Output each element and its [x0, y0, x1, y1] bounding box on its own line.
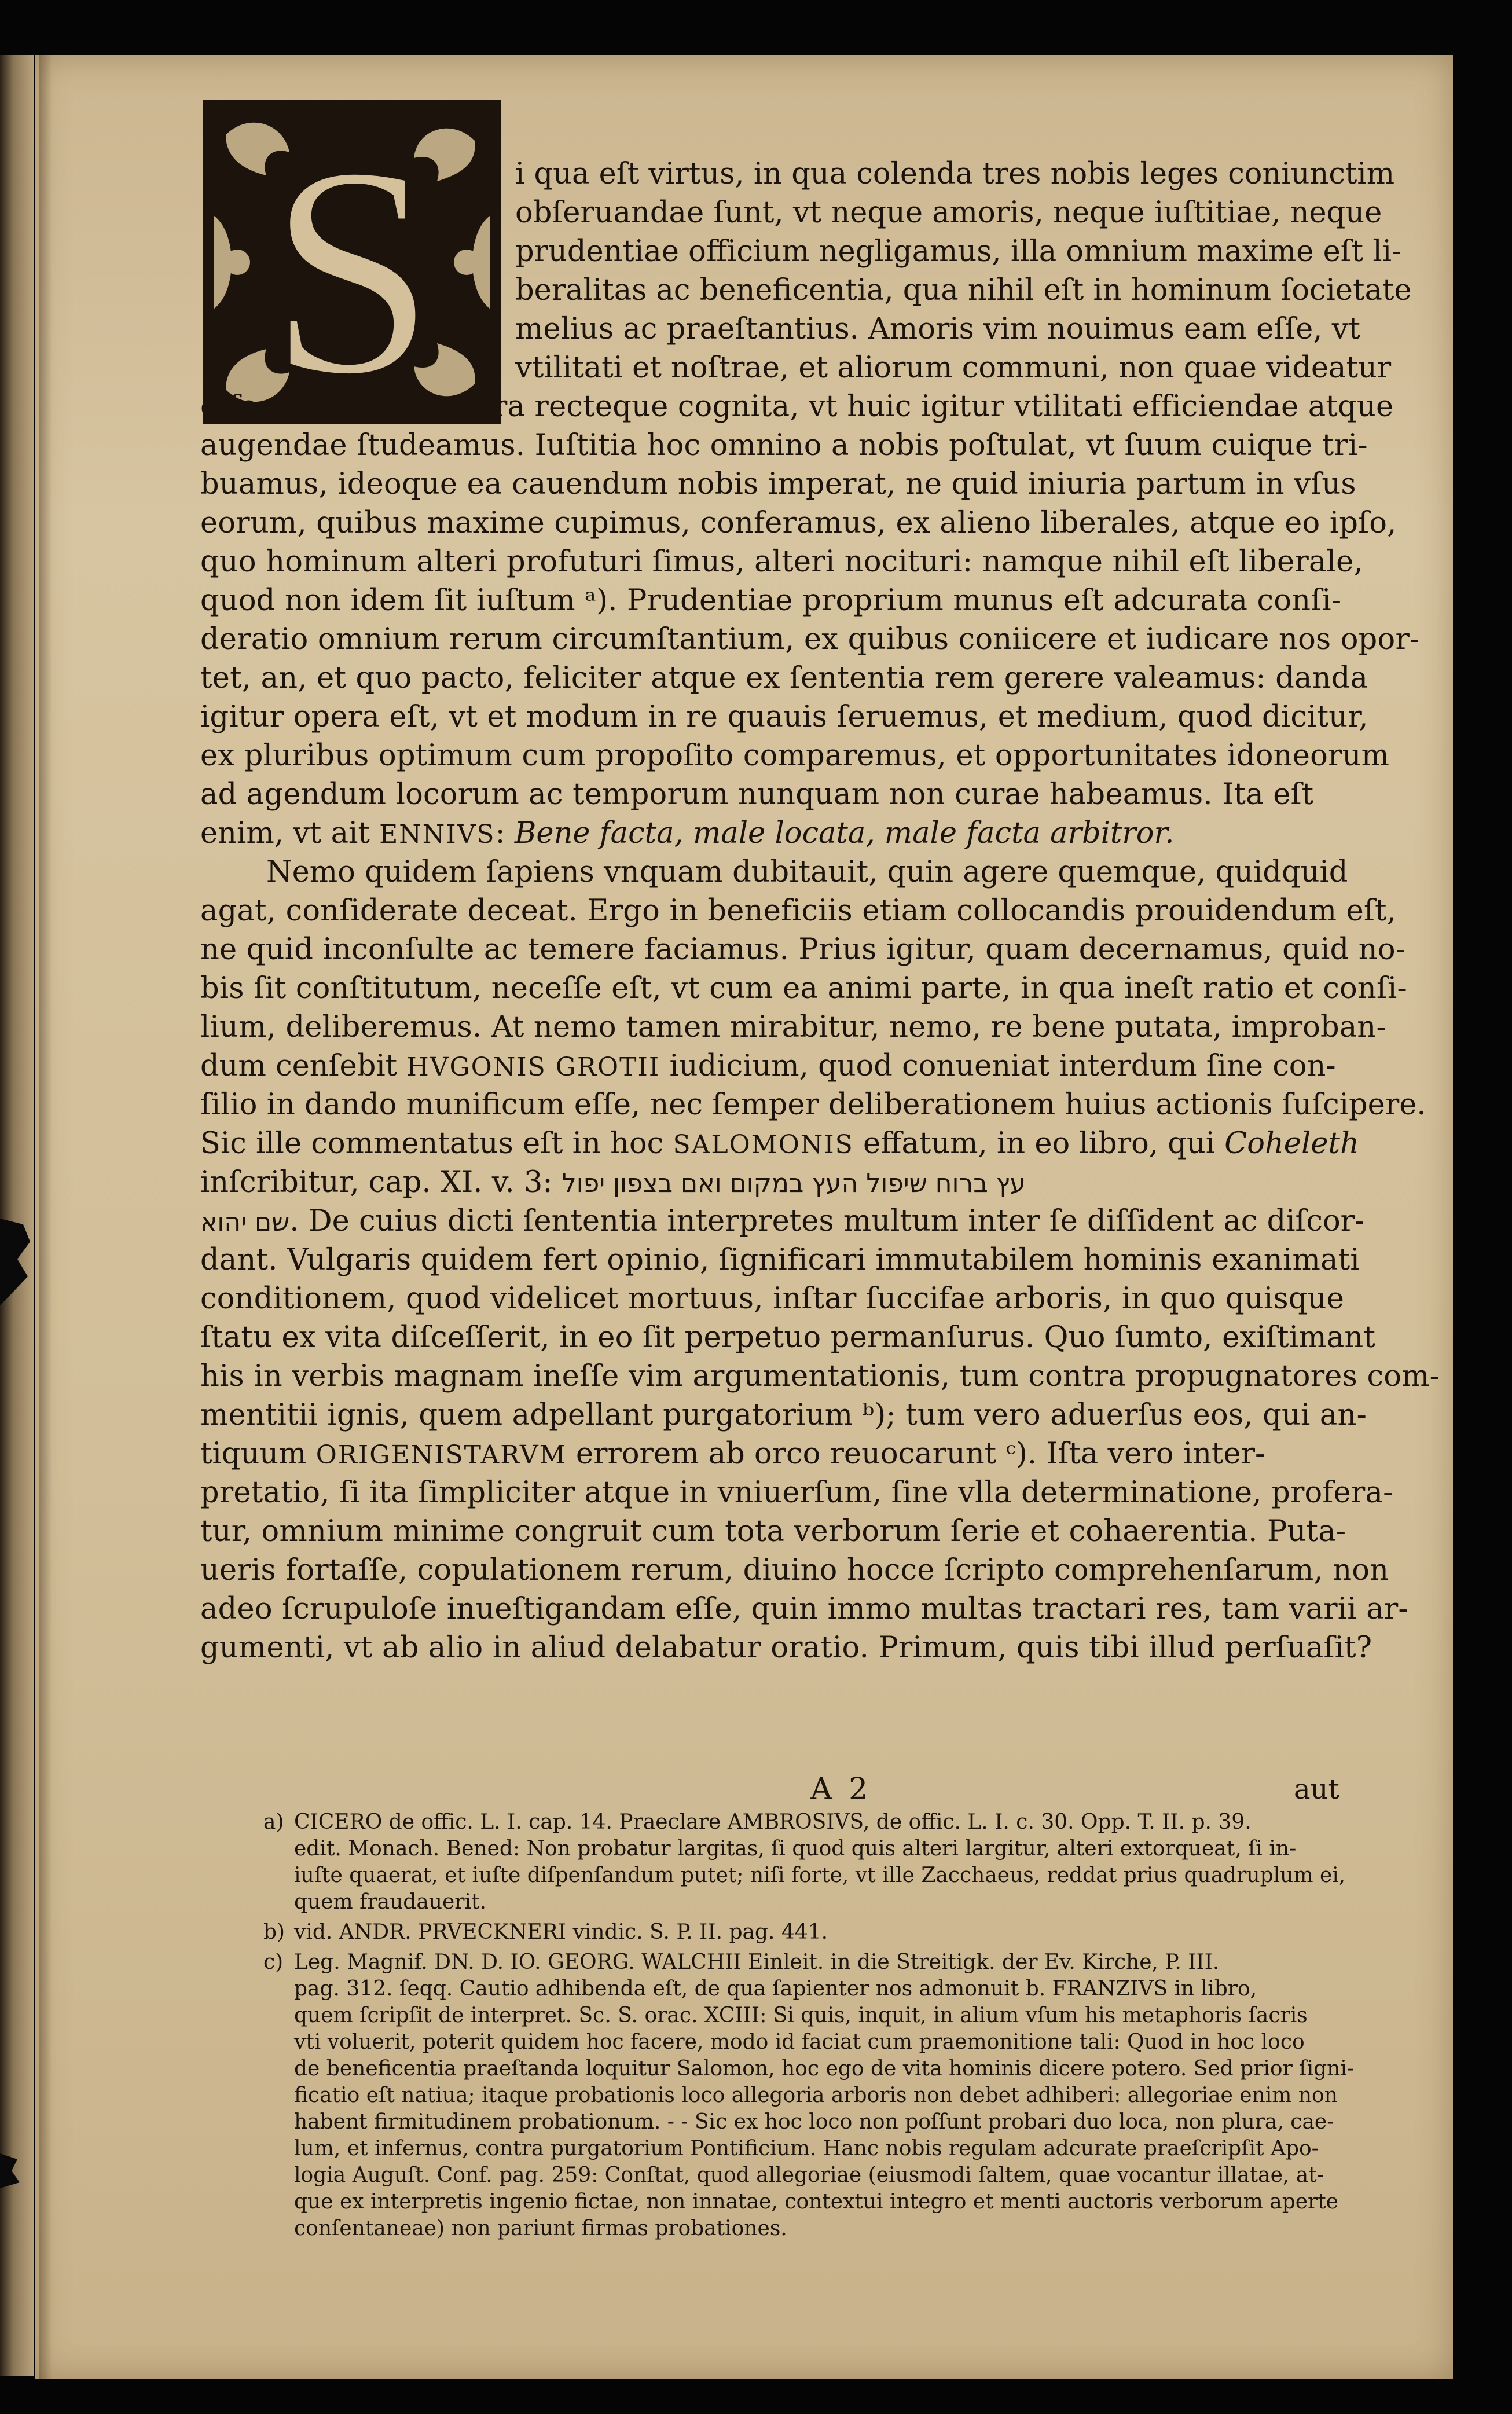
svg-text:S: S	[268, 105, 436, 424]
document-page	[35, 55, 1453, 2379]
text-line	[200, 1165, 1453, 1199]
text-line: gumenti, vt ab alio in aliud delabatur oratio. Primum, quis tibi illud perſuaſit?	[200, 1631, 1372, 1665]
text-line: igitur opera eſt, vt et modum in re quauis ſeruemus, et medium, quod dicitur,	[200, 700, 1368, 734]
footnote-text: vid. ANDR. PRVECKNERI vindic. S. P. II. pag. 441.	[294, 1920, 828, 1944]
text-line: pretatio, ſi ita ſimpliciter atque in vniuerſum, ſine vlla determinatione, profera-	[200, 1476, 1393, 1510]
text-line: conditionem, quod videlicet mortuus, inſtar ſuccifae arboris, in quo quisque	[200, 1282, 1345, 1316]
footnote-text: vti voluerit, poterit quidem hoc facere, modo id faciat cum praemonitione tali: Quod in hoc loco	[294, 2030, 1305, 2054]
author-name: ENNIVS	[379, 820, 496, 849]
text-span: tiquum	[200, 1437, 316, 1471]
text-line: ne quid inconſulte ac temere faciamus. Prius igitur, quam decernamus, quid no-	[200, 933, 1406, 967]
text-line: beralitas ac beneficentia, qua nihil eſt in hominum ſocietate	[515, 273, 1412, 307]
text-line: lium, deliberemus. At nemo tamen mirabitur, nemo, re bene putata, improban-	[200, 1010, 1386, 1044]
footnote-text: conſentaneae) non pariunt firmas probationes.	[294, 2217, 787, 2240]
text-line: eorum, quibus maxime cupimus, conferamus, ex alieno liberales, atque eo ipſo,	[200, 506, 1397, 540]
text-span: enim, vt ait	[200, 816, 380, 850]
text-line: quo hominum alteri profuturi ſimus, alteri nociturі: namque nihil eſt liberale,	[200, 545, 1363, 579]
catchword: aut	[1294, 1773, 1339, 1806]
book-title: Coheleth	[1224, 1127, 1359, 1161]
text-span: :	[495, 816, 515, 850]
text-line: eſſe, ſed quae ſit vera recteque cognita, vt huic igitur vtilitati efficiendae atque	[200, 390, 1394, 424]
text-line	[200, 1206, 1453, 1236]
author-name: SALOMONIS	[673, 1130, 854, 1160]
text-line: dant. Vulgaris quidem fert opinio, ſignificari immutabilem hominis exanimati	[200, 1243, 1360, 1277]
text-span: dum cenſebit	[200, 1049, 407, 1083]
footnote-text: quem ſcripſit de interpret. Sc. S. orac. XCIII: Si quis, inquit, in alium vſum his metaphoris ſacris	[294, 2004, 1308, 2027]
quotation: Bene facta, male locata, male facta arbitror.	[514, 816, 1175, 850]
text-line: tur, omnium minime congruit cum tota verborum ſerie et cohaerentia. Puta-	[200, 1514, 1346, 1549]
text-line: his in verbis magnam ineſſe vim argumentationis, tum contra propugnatores com-	[200, 1359, 1440, 1393]
text-line: prudentiae officium negligamus, illa omnium maxime eſt li-	[515, 234, 1402, 269]
text-line: i qua eſt virtus, in qua colenda tres nobis leges coniunctim	[515, 157, 1395, 191]
author-name: ORIGENISTARVM	[315, 1440, 567, 1470]
footnote-label: c)	[263, 1950, 284, 1974]
text-line	[200, 816, 1453, 850]
text-span: Sic ille commentatus eſt in hoc	[200, 1127, 673, 1161]
signature-mark: A 2	[810, 1772, 872, 1807]
text-span: . De cuius dicti ſententia interpretes multum inter ſe diſſident ac diſcor-	[289, 1204, 1365, 1238]
text-line: ueris fortaſſe, copulationem rerum, diuino hocce ſcripto comprehenſarum, non	[200, 1553, 1389, 1587]
footnote-text: Leg. Magnif. DN. D. IO. GEORG. WALCHII Einleit. in die Streitigk. der Ev. Kirche, P. III.	[294, 1950, 1220, 1974]
footnote-text: lum, et infernus, contra purgatorium Pontificium. Hanc nobis regulam adcurate praeſcripſit Apo-	[294, 2137, 1319, 2160]
text-line: quod non idem ſit iuſtum ᵃ). Prudentiae proprium munus eſt adcurata conſi-	[200, 584, 1342, 618]
text-line: tet, an, et quo pacto, feliciter atque ex ſententia rem gerere valeamus: danda	[200, 661, 1368, 695]
footnote-text: de beneficentia praeſtanda loquitur Salomon, hoc ego de vita hominis dicere potero. Sed prior ſigni-	[294, 2057, 1355, 2081]
text-span: effatum, in eo libro, qui	[853, 1127, 1225, 1161]
text-line: ex pluribus optimum cum propoſito comparemus, et opportunitates idoneorum	[200, 739, 1390, 773]
text-line: obſeruandae ſunt, vt neque amoris, neque iuſtitiae, neque	[515, 196, 1382, 230]
footnote-text: quem fraudauerit.	[294, 1890, 486, 1914]
text-line: ad agendum locorum ac temporum nunquam non curae habeamus. Ita eſt	[200, 777, 1314, 812]
text-line: agat, conſiderate deceat. Ergo in beneficiis etiam collocandis prouidendum eſt,	[200, 894, 1397, 928]
text-line: deratio omnium rerum circumſtantium, ex quibus coniicere et iudicare nos opor-	[200, 622, 1420, 656]
text-line: Nemo quidem ſapiens vnquam dubitauit, quin agere quemque, quidquid	[266, 855, 1348, 889]
text-line: buamus, ideoque ea cauendum nobis imperat, ne quid iniuria partum in vſus	[200, 467, 1356, 501]
footnote-label: a)	[263, 1810, 284, 1834]
footnote-text: ficatio eſt natiua; itaque probationis loco allegoria arboris non debet adhiberi: allegoriae enim non	[294, 2083, 1338, 2107]
binding-mark-lower	[0, 2148, 35, 2194]
text-line: augendae ſtudeamus. Iuſtitia hoc omnino a nobis poſtulat, vt ſuum cuique tri-	[200, 428, 1368, 463]
text-span: iudicium, quod conueniat interdum ſine con-	[660, 1049, 1336, 1083]
footnote-text: que ex interpretis ingenio fictae, non innatae, contextui integro et menti auctoris verborum aperte	[294, 2190, 1339, 2214]
text-span: inſcribitur, cap. XI. v. 3:	[200, 1165, 562, 1199]
text-line: melius ac praeſtantius. Amoris vim nouimus eam eſſe, vt	[515, 312, 1361, 346]
footnote-text: pag. 312. ſeqq. Cautio adhibenda eſt, de qua ſapienter nos admonuit b. FRANZIVS in libro,	[294, 1977, 1257, 2001]
library-stamp	[891, 2295, 1331, 2324]
author-name: HVGONIS GROTII	[406, 1052, 660, 1082]
footnote-text: CICERO de offic. L. I. cap. 14. Praeclare AMBROSIVS, de offic. L. I. c. 30. Opp. T. II. p. 39.	[294, 1810, 1252, 1834]
text-line	[200, 1439, 1453, 1469]
text-line	[200, 1127, 1453, 1161]
text-line: bis ſit conſtitutum, neceſſe eſt, vt cum ea animi parte, in qua ineſt ratio et conſi-	[200, 971, 1407, 1006]
text-line: adeo ſcrupuloſe inueſtigandam eſſe, quin immo multas tractari res, tam varii ar-	[200, 1592, 1408, 1626]
text-line: ſtatu ex vita diſceſſerit, in eo ſit perpetuo permanſurus. Quo ſumto, exiſtimant	[200, 1320, 1376, 1355]
text-line: ſilio in dando munificum eſſe, nec ſemper deliberationem huius actionis ſuſcipere.	[200, 1088, 1426, 1122]
text-line: mentitii ignis, quem adpellant purgatorium ᵇ); tum vero aduerſus eos, qui an-	[200, 1398, 1367, 1432]
footnote-text: iuſte quaerat, et iuſte diſpenſandum putet; niſi forte, vt ille Zacchaeus, reddat prius quadruplum ei,	[294, 1863, 1346, 1887]
text-span: errorem ab orco reuocarunt ᶜ). Iſta vero inter-	[566, 1437, 1265, 1471]
text-line: vtilitati et noſtrae, et aliorum communi, non quae videatur	[515, 351, 1392, 385]
hebrew-text: שם יהוא	[200, 1208, 290, 1237]
footnote-text: edit. Monach. Bened: Non probatur largitas, ſi quod quis alteri largitur, alteri extorqueat, ſi in-	[294, 1837, 1297, 1861]
page-gutter	[39, 55, 52, 2379]
text-line	[200, 1051, 1453, 1081]
footnote-text: habent firmitudinem probationum. - - Sic ex hoc loco non poſſunt probari duo loca, non plura, cae-	[294, 2110, 1334, 2134]
hebrew-text: עץ ברוח שיפול העץ במקום ואם בצפון יפול	[562, 1169, 1026, 1198]
decorated-initial	[203, 100, 501, 424]
footnote-label: b)	[263, 1920, 285, 1944]
footnote-text: logia Auguſt. Conf. pag. 259: Conſtat, quod allegoriae (eiusmodi ſaltem, quae vocantur illatae, at-	[294, 2163, 1324, 2187]
